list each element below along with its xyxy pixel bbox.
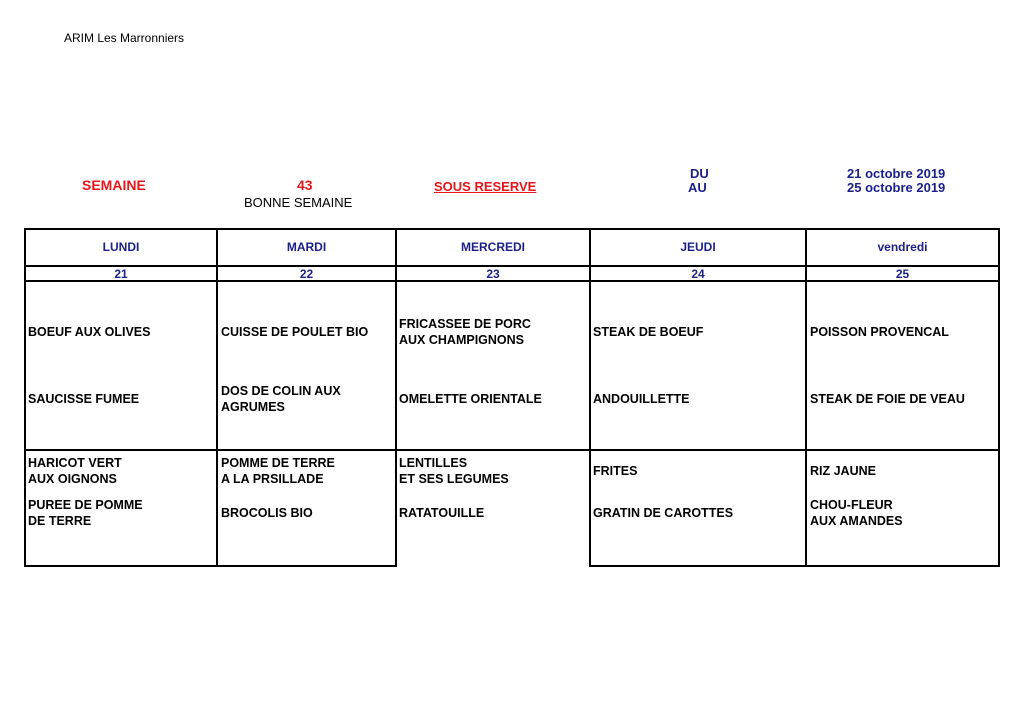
side-jeudi-2: GRATIN DE CAROTTES	[593, 506, 734, 520]
day-name-jeudi: JEUDI	[680, 240, 716, 254]
dish-mercredi-1: FRICASSEE DE PORC AUX CHAMPIGNONS	[399, 317, 531, 347]
day-name-mercredi: MERCREDI	[460, 240, 525, 254]
table-bottom-right	[589, 565, 1000, 567]
section-divider	[24, 449, 1000, 451]
dish-lundi-2: SAUCISSE FUMEE	[28, 392, 140, 406]
side-mardi-1: POMME DE TERRE A LA PRSILLADE	[221, 456, 335, 486]
date-from: 21 octobre 2019	[847, 166, 946, 181]
day-name-vendredi: vendredi	[877, 240, 928, 254]
side-vendredi-2: CHOU-FLEUR AUX AMANDES	[810, 498, 903, 528]
table-bottom-left	[24, 565, 397, 567]
dish-vendredi-2: STEAK DE FOIE DE VEAU	[810, 392, 965, 406]
side-mercredi-2: RATATOUILLE	[399, 506, 485, 520]
date-to: 25 octobre 2019	[847, 180, 946, 195]
day-date-23: 23	[486, 267, 500, 281]
dish-mercredi-2: OMELETTE ORIENTALE	[399, 392, 542, 406]
side-jeudi-1: FRITES	[593, 464, 638, 478]
dish-lundi-1: BOEUF AUX OLIVES	[28, 325, 151, 339]
dish-mardi-2: DOS DE COLIN AUX AGRUMES	[221, 384, 341, 414]
dish-jeudi-1: STEAK DE BOEUF	[593, 325, 704, 339]
day-date-22: 22	[299, 267, 314, 281]
side-vendredi-1: RIZ JAUNE	[810, 464, 876, 478]
day-name-lundi: LUNDI	[102, 240, 140, 254]
day-name-mardi: MARDI	[286, 240, 327, 254]
reserve-notice: SOUS RESERVE	[434, 179, 537, 194]
dish-vendredi-1: POISSON PROVENCAL	[810, 325, 949, 339]
week-label: SEMAINE	[82, 177, 146, 193]
dish-mardi-1: CUISSE DE POULET BIO	[221, 325, 369, 339]
to-label: AU	[688, 180, 707, 195]
day-date-25: 25	[895, 267, 910, 281]
side-lundi-1: HARICOT VERT AUX OIGNONS	[28, 456, 122, 486]
col-border-5	[998, 228, 1000, 567]
week-number: 43	[297, 177, 313, 193]
greeting: BONNE SEMAINE	[244, 195, 353, 210]
dish-jeudi-2: ANDOUILLETTE	[593, 392, 690, 406]
day-date-24: 24	[691, 267, 705, 281]
day-date-21: 21	[114, 267, 128, 281]
table-top-border	[24, 228, 1000, 230]
side-mercredi-1: LENTILLES ET SES LEGUMES	[399, 456, 509, 486]
from-label: DU	[690, 166, 709, 181]
side-mardi-2: BROCOLIS BIO	[221, 506, 313, 520]
organization-name: ARIM Les Marronniers	[64, 31, 185, 45]
side-lundi-2: PUREE DE POMME DE TERRE	[28, 498, 143, 528]
